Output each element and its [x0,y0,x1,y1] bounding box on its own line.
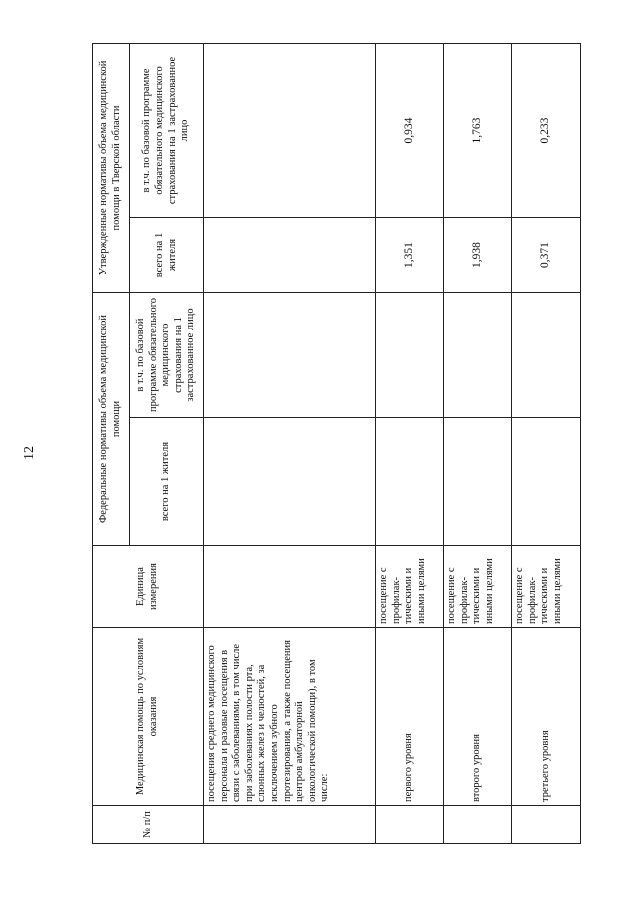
header-regional-oms: в т.ч. по базовой программе обязательного медицинского страхования на 1 застрахованное лицо [130,43,204,217]
row-reg-total: 0,371 [512,218,581,293]
row-reg-total: 1,351 [376,218,444,293]
page-number: 12 [22,446,37,460]
row-fed-total [376,418,444,546]
cell-unit [204,546,376,628]
rotated-table-wrapper [92,44,580,844]
header-num: № п/п [93,806,204,844]
cell-fed-total [204,418,376,546]
normatives-table [92,43,581,844]
header-regional: Утвержденные нормативы объема медицинской помощи в Тверской области [93,43,130,292]
row-unit: посещение с профилак- тическими и иными целями [512,546,581,628]
table-row [204,43,376,843]
table-row [512,43,581,843]
row-fed-oms [512,293,581,418]
row-unit: посещение с профилак- тическими и иными целями [444,546,512,628]
row-reg-oms: 0,233 [512,43,581,217]
table-row [444,43,512,843]
row-fed-oms [444,293,512,418]
cell-num [204,806,376,844]
cell-num [512,806,581,844]
row-label: третьего уровня [512,628,581,806]
table-row [376,43,444,843]
row-reg-total: 1,938 [444,218,512,293]
row-fed-total [444,418,512,546]
header-care: Медицинская помощь по условиям оказания [93,628,204,806]
cell-fed-oms [204,293,376,418]
header-unit: Единица измерения [93,546,204,628]
cell-num [444,806,512,844]
row-label: первого уровня [376,628,444,806]
section-text: посещения среднего медицинского персонала и разовые посещения в связи с заболеваниями, в том числе при заболеваниях полости рта, слюнных желез и челюстей, за исключением зубного протезирования, а также посещения центров амбулаторной онкологической помощи), в том числе: [204,628,376,806]
header-regional-total: всего на 1 жителя [130,218,204,293]
row-fed-oms [376,293,444,418]
cell-num [376,806,444,844]
row-reg-oms: 1,763 [444,43,512,217]
row-label: второго уровня [444,628,512,806]
row-reg-oms: 0,934 [376,43,444,217]
header-federal-oms: в т.ч. по базовой программе обязательного медицинского страхования на 1 застрахованное лицо [130,293,204,418]
header-federal-total: всего на 1 жителя [130,418,204,546]
row-fed-total [512,418,581,546]
cell-reg-oms [204,43,376,217]
header-federal: Федеральные нормативы объема медицинской помощи [93,293,130,546]
cell-reg-total [204,218,376,293]
row-unit: посещение с профилак- тическими и иными целями [376,546,444,628]
